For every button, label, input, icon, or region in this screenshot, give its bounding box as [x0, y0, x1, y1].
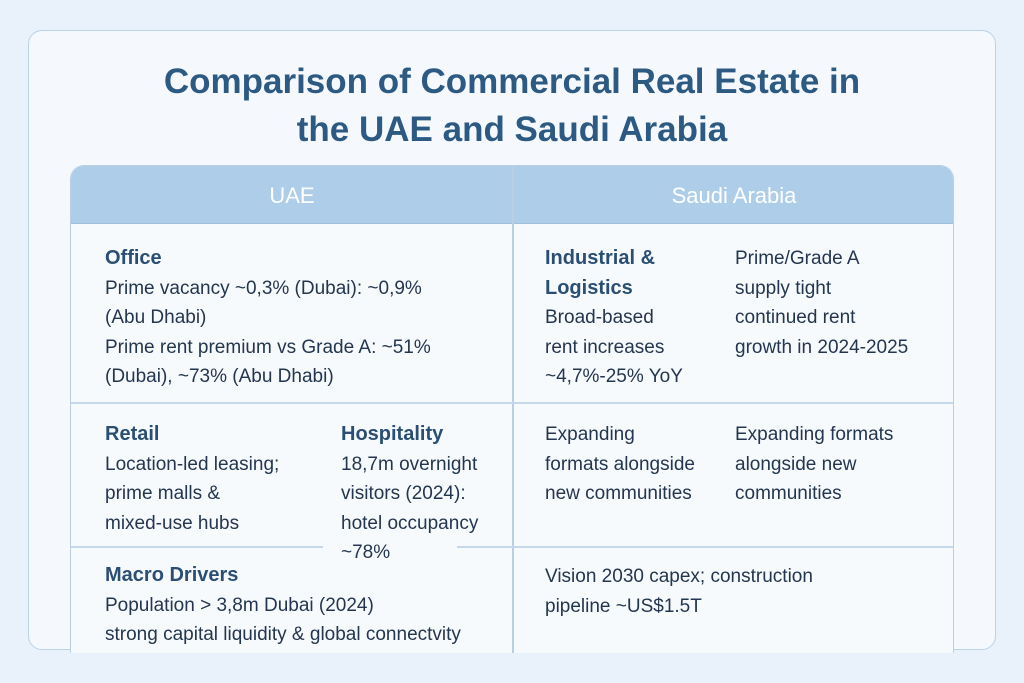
saudi-prime-cell: [735, 244, 908, 362]
saudi-industrial-cell: [545, 244, 683, 392]
uae-office-line: Prime vacancy ~0,3% (Dubai): ~0,9%: [105, 277, 422, 299]
uae-macro-line: strong capital liquidity & global connectvity: [105, 624, 461, 645]
saudi-industrial-line: ~4,7%-25% YoY: [545, 366, 683, 387]
uae-hospitality-cell: [341, 420, 478, 568]
page-title: [0, 58, 1024, 154]
uae-macro-line: Population > 3,8m Dubai (2024): [105, 594, 374, 616]
saudi-vision-cell: [545, 562, 813, 621]
uae-hospitality-line: 18,7m overnight: [341, 453, 478, 475]
uae-hospitality-line: visitors (2024):: [341, 483, 466, 504]
uae-office-line: Prime rent premium vs Grade A: ~51%: [105, 336, 431, 358]
row-divider-1: [71, 402, 954, 404]
saudi-formats-left-line: new communities: [545, 483, 692, 504]
saudi-industrial-heading: Industrial &: [545, 247, 656, 269]
saudi-industrial-line: Broad-based: [545, 307, 654, 328]
saudi-formats-right-line: alongside new: [735, 453, 857, 475]
uae-office-line: (Abu Dhabi): [105, 307, 207, 328]
uae-retail-line: mixed-use hubs: [105, 512, 240, 534]
uae-hospitality-heading: Hospitality: [341, 423, 444, 445]
saudi-formats-right-cell: [735, 420, 893, 509]
uae-macro-heading: Macro Drivers: [105, 564, 239, 586]
uae-hospitality-line: hotel occupancy: [341, 512, 479, 534]
uae-office-cell: [105, 244, 431, 392]
saudi-industrial-line: rent increases: [545, 336, 665, 358]
saudi-industrial-heading: Logistics: [545, 276, 633, 299]
uae-macro-cell: [105, 561, 461, 650]
uae-office-heading: Office: [105, 247, 162, 269]
saudi-prime-line: continued rent: [735, 307, 856, 328]
center-divider: [512, 166, 514, 653]
saudi-vision-line: Vision 2030 capex; construction: [545, 566, 813, 587]
saudi-formats-left-line: Expanding: [545, 424, 635, 445]
title-line-2: the UAE and Saudi Arabia: [296, 110, 728, 149]
uae-retail-cell: [105, 420, 279, 538]
saudi-prime-line: Prime/Grade A: [735, 248, 860, 269]
uae-retail-heading: Retail: [105, 423, 160, 445]
saudi-formats-left-line: formats alongside: [545, 453, 695, 475]
uae-retail-line: Location-led leasing;: [105, 453, 280, 475]
title-line-1: Comparison of Commercial Real Estate in: [163, 62, 861, 101]
comparison-table: [70, 165, 954, 653]
saudi-formats-left-cell: [545, 420, 695, 509]
saudi-vision-line: pipeline ~US$1.5T: [545, 595, 702, 617]
saudi-formats-right-line: Expanding formats: [735, 424, 894, 445]
saudi-formats-right-line: communities: [735, 483, 842, 504]
saudi-prime-line: supply tight: [735, 277, 832, 299]
column-header-saudi: Saudi Arabia: [671, 183, 797, 208]
uae-office-line: (Dubai), ~73% (Abu Dhabi): [105, 366, 334, 387]
row-divider-2: [71, 546, 954, 548]
uae-hospitality-line: ~78%: [341, 542, 391, 563]
uae-retail-line: prime malls &: [105, 483, 221, 504]
saudi-prime-line: growth in 2024-2025: [735, 336, 909, 358]
column-header-uae: UAE: [269, 183, 315, 208]
